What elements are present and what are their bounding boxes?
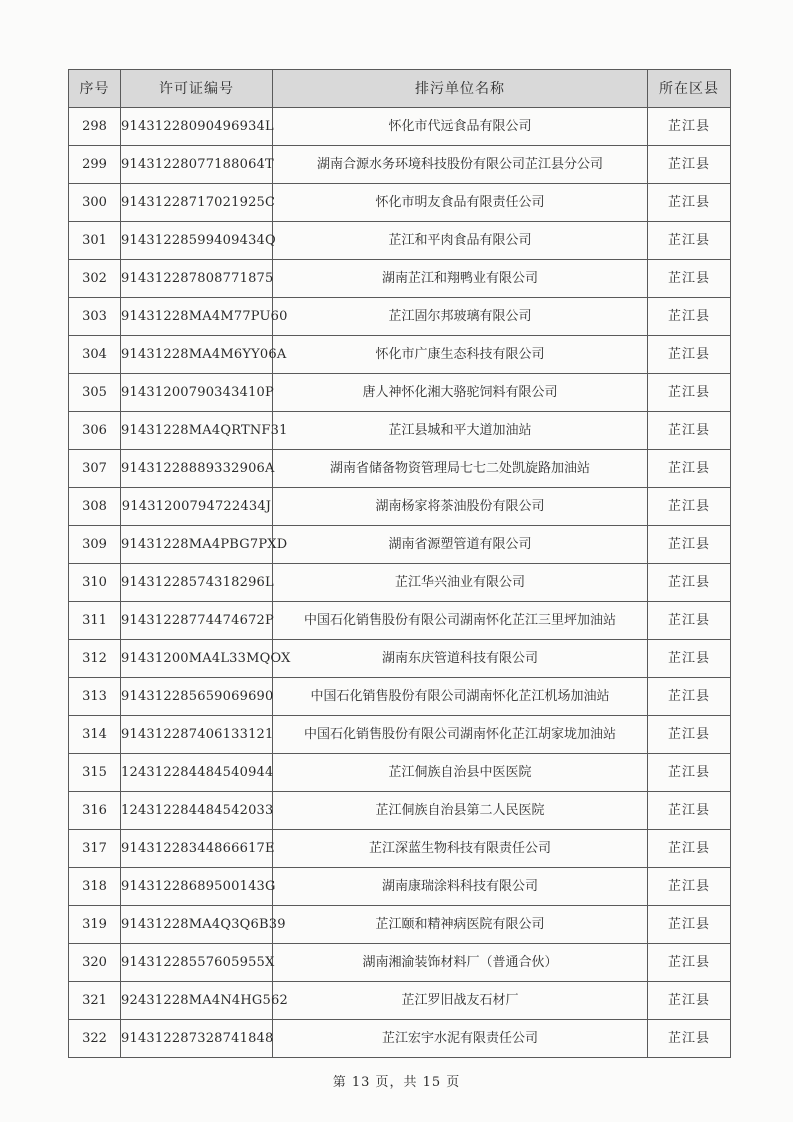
table-body (69, 108, 731, 1058)
row-unit-name: 芷江宏宇水泥有限责任公司 (273, 1020, 648, 1058)
row-seq: 318 (69, 868, 121, 906)
row-permit-number: 91431228717021925C (121, 184, 273, 222)
row-seq: 313 (69, 678, 121, 716)
row-seq: 307 (69, 450, 121, 488)
row-permit-number: 91431228599409434Q (121, 222, 273, 260)
row-seq: 302 (69, 260, 121, 298)
row-permit-number: 91431228889332906A (121, 450, 273, 488)
row-permit-number: 91431228344866617E (121, 830, 273, 868)
table-row (69, 222, 731, 260)
row-district: 芷江县 (648, 944, 731, 982)
row-permit-number: 124312284484540944 (121, 754, 273, 792)
row-unit-name: 怀化市代远食品有限公司 (273, 108, 648, 146)
row-unit-name: 芷江县城和平大道加油站 (273, 412, 648, 450)
row-permit-number: 91431228077188064T (121, 146, 273, 184)
table-row (69, 336, 731, 374)
row-district: 芷江县 (648, 868, 731, 906)
row-district: 芷江县 (648, 754, 731, 792)
row-district: 芷江县 (648, 488, 731, 526)
table-header (69, 70, 731, 108)
row-district: 芷江县 (648, 184, 731, 222)
table-row (69, 450, 731, 488)
row-seq: 298 (69, 108, 121, 146)
row-district: 芷江县 (648, 982, 731, 1020)
row-unit-name: 怀化市明友食品有限责任公司 (273, 184, 648, 222)
row-seq: 319 (69, 906, 121, 944)
row-permit-number: 91431228MA4M6YY06A (121, 336, 273, 374)
row-permit-number: 91431228MA4QRTNF31 (121, 412, 273, 450)
table-row (69, 678, 731, 716)
table-row (69, 298, 731, 336)
row-unit-name: 芷江深蓝生物科技有限责任公司 (273, 830, 648, 868)
row-seq: 316 (69, 792, 121, 830)
row-district: 芷江县 (648, 1020, 731, 1058)
table-row (69, 830, 731, 868)
row-seq: 311 (69, 602, 121, 640)
row-permit-number: 91431228689500143G (121, 868, 273, 906)
row-district: 芷江县 (648, 906, 731, 944)
row-unit-name: 中国石化销售股份有限公司湖南怀化芷江三里坪加油站 (273, 602, 648, 640)
row-district: 芷江县 (648, 792, 731, 830)
row-district: 芷江县 (648, 260, 731, 298)
row-seq: 315 (69, 754, 121, 792)
row-unit-name: 芷江侗族自治县中医医院 (273, 754, 648, 792)
table-row (69, 146, 731, 184)
row-district: 芷江县 (648, 450, 731, 488)
row-seq: 322 (69, 1020, 121, 1058)
row-unit-name: 湖南省储备物资管理局七七二处凯旋路加油站 (273, 450, 648, 488)
table-row (69, 906, 731, 944)
page-footer: 第 13 页，共 15 页 (332, 1075, 461, 1090)
row-unit-name: 芷江罗旧战友石材厂 (273, 982, 648, 1020)
table-row (69, 488, 731, 526)
table-row (69, 1020, 731, 1058)
row-seq: 300 (69, 184, 121, 222)
row-district: 芷江县 (648, 716, 731, 754)
row-permit-number: 914312287328741848 (121, 1020, 273, 1058)
row-seq: 314 (69, 716, 121, 754)
header-permit-number: 许可证编号 (121, 70, 273, 108)
row-permit-number: 91431228MA4PBG7PXD (121, 526, 273, 564)
header-district: 所在区县 (648, 70, 731, 108)
row-unit-name: 中国石化销售股份有限公司湖南怀化芷江机场加油站 (273, 678, 648, 716)
row-district: 芷江县 (648, 298, 731, 336)
row-seq: 320 (69, 944, 121, 982)
row-permit-number: 91431200MA4L33MQOX (121, 640, 273, 678)
row-unit-name: 唐人神怀化湘大骆驼饲料有限公司 (273, 374, 648, 412)
row-permit-number: 91431228574318296L (121, 564, 273, 602)
table-row (69, 944, 731, 982)
table-row (69, 640, 731, 678)
row-seq: 304 (69, 336, 121, 374)
row-seq: 306 (69, 412, 121, 450)
row-unit-name: 湖南湘渝装饰材料厂（普通合伙） (273, 944, 648, 982)
table-row (69, 526, 731, 564)
row-unit-name: 芷江固尔邦玻璃有限公司 (273, 298, 648, 336)
row-district: 芷江县 (648, 640, 731, 678)
row-district: 芷江县 (648, 602, 731, 640)
row-unit-name: 中国石化销售股份有限公司湖南怀化芷江胡家垅加油站 (273, 716, 648, 754)
row-permit-number: 914312285659069690 (121, 678, 273, 716)
table-row (69, 184, 731, 222)
row-district: 芷江县 (648, 678, 731, 716)
row-seq: 303 (69, 298, 121, 336)
table-row (69, 792, 731, 830)
table-row (69, 602, 731, 640)
row-unit-name: 湖南芷江和翔鸭业有限公司 (273, 260, 648, 298)
row-permit-number: 91431228MA4M77PU60 (121, 298, 273, 336)
row-seq: 312 (69, 640, 121, 678)
row-unit-name: 芷江和平肉食品有限公司 (273, 222, 648, 260)
header-row (69, 70, 731, 108)
row-unit-name: 湖南康瑞涂料科技有限公司 (273, 868, 648, 906)
row-permit-number: 91431200794722434J (121, 488, 273, 526)
table-row (69, 982, 731, 1020)
table-row (69, 108, 731, 146)
table-row (69, 868, 731, 906)
row-permit-number: 91431228090496934L (121, 108, 273, 146)
row-permit-number: 91431228MA4Q3Q6B39 (121, 906, 273, 944)
row-unit-name: 湖南合源水务环境科技股份有限公司芷江县分公司 (273, 146, 648, 184)
row-district: 芷江县 (648, 336, 731, 374)
row-unit-name: 湖南东庆管道科技有限公司 (273, 640, 648, 678)
row-permit-number: 91431200790343410P (121, 374, 273, 412)
row-district: 芷江县 (648, 222, 731, 260)
row-district: 芷江县 (648, 108, 731, 146)
row-unit-name: 湖南省源塑管道有限公司 (273, 526, 648, 564)
row-district: 芷江县 (648, 564, 731, 602)
header-unit-name: 排污单位名称 (273, 70, 648, 108)
table-row (69, 260, 731, 298)
permit-table (68, 69, 731, 1058)
row-seq: 317 (69, 830, 121, 868)
row-district: 芷江县 (648, 526, 731, 564)
row-permit-number: 91431228557605955X (121, 944, 273, 982)
row-permit-number: 124312284484542033 (121, 792, 273, 830)
row-unit-name: 湖南杨家将茶油股份有限公司 (273, 488, 648, 526)
table-row (69, 374, 731, 412)
row-seq: 305 (69, 374, 121, 412)
table-row (69, 754, 731, 792)
row-seq: 299 (69, 146, 121, 184)
row-permit-number: 914312287406133121 (121, 716, 273, 754)
table-row (69, 564, 731, 602)
row-seq: 308 (69, 488, 121, 526)
row-seq: 321 (69, 982, 121, 1020)
table-row (69, 412, 731, 450)
row-district: 芷江县 (648, 412, 731, 450)
row-permit-number: 92431228MA4N4HG562 (121, 982, 273, 1020)
row-unit-name: 怀化市广康生态科技有限公司 (273, 336, 648, 374)
row-unit-name: 芷江侗族自治县第二人民医院 (273, 792, 648, 830)
row-district: 芷江县 (648, 374, 731, 412)
row-seq: 310 (69, 564, 121, 602)
row-unit-name: 芷江华兴油业有限公司 (273, 564, 648, 602)
row-district: 芷江县 (648, 146, 731, 184)
header-seq: 序号 (69, 70, 121, 108)
row-unit-name: 芷江颐和精神病医院有限公司 (273, 906, 648, 944)
row-district: 芷江县 (648, 830, 731, 868)
table-row (69, 716, 731, 754)
row-seq: 309 (69, 526, 121, 564)
row-permit-number: 914312287808771875 (121, 260, 273, 298)
row-permit-number: 91431228774474672P (121, 602, 273, 640)
row-seq: 301 (69, 222, 121, 260)
